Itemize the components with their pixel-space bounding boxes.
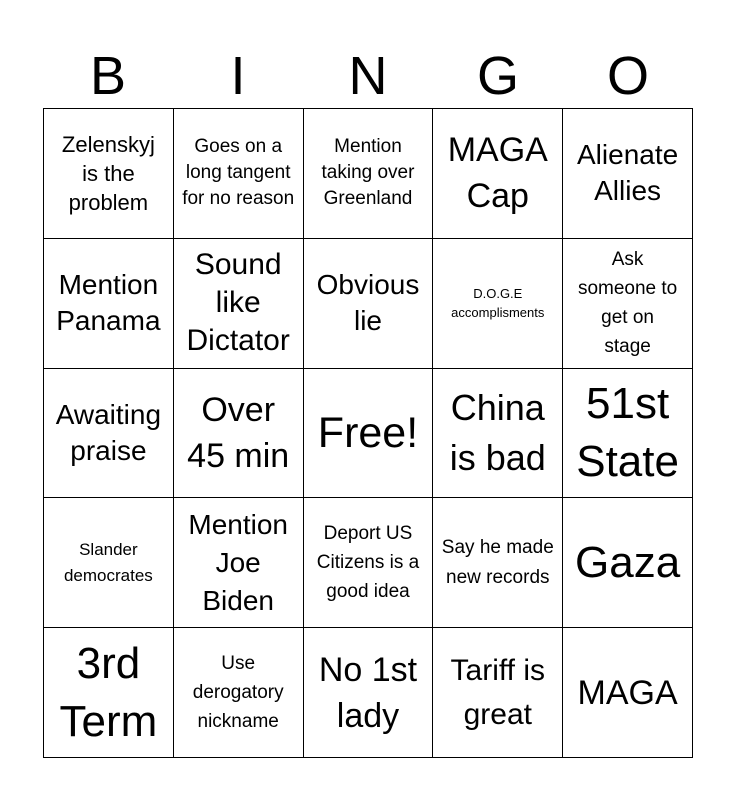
cell-label: Goes on a long tangent for no reason bbox=[182, 136, 295, 210]
cell-label: Mention Panama bbox=[56, 269, 161, 337]
cell-label: Ask someone to get on stage bbox=[577, 249, 678, 358]
cell-label: Slander democrates bbox=[63, 539, 153, 585]
bingo-cell-r2c1[interactable] bbox=[44, 239, 174, 369]
bingo-cell-r2c4[interactable] bbox=[433, 239, 563, 369]
cell-label: Alienate Allies bbox=[577, 139, 679, 207]
cell-label: MAGA Cap bbox=[447, 131, 548, 216]
bingo-cell-r5c3[interactable] bbox=[304, 628, 434, 758]
cell-label: Use derogatory nickname bbox=[192, 653, 284, 733]
bingo-cell-r4c5[interactable] bbox=[563, 498, 693, 628]
bingo-cell-r5c5[interactable] bbox=[563, 628, 693, 758]
cell-label: Free! bbox=[317, 408, 419, 457]
bingo-cell-r4c2[interactable] bbox=[174, 498, 304, 628]
bingo-cell-r5c2[interactable] bbox=[174, 628, 304, 758]
bingo-cell-r4c4[interactable] bbox=[433, 498, 563, 628]
cell-label: Obvious lie bbox=[316, 269, 420, 337]
cell-label: Mention Joe Biden bbox=[188, 508, 288, 616]
cell-label: China is bad bbox=[449, 386, 546, 478]
bingo-cell-r5c4[interactable] bbox=[433, 628, 563, 758]
header-letter-i: I bbox=[230, 46, 246, 106]
cell-label: Deport US Citizens is a good idea bbox=[316, 523, 420, 603]
bingo-cell-r3c5[interactable] bbox=[563, 369, 693, 499]
header-letter-b: B bbox=[89, 46, 127, 106]
header-letter-g: G bbox=[476, 46, 519, 106]
bingo-cell-r1c5[interactable] bbox=[563, 109, 693, 239]
bingo-cell-r3c3[interactable] bbox=[304, 369, 434, 499]
bingo-cell-r3c1[interactable] bbox=[44, 369, 174, 499]
bingo-header bbox=[43, 44, 693, 108]
bingo-cell-r4c1[interactable] bbox=[44, 498, 174, 628]
cell-label: 3rd Term bbox=[59, 638, 158, 746]
bingo-cell-r2c2[interactable] bbox=[174, 239, 304, 369]
bingo-cell-r4c3[interactable] bbox=[304, 498, 434, 628]
cell-label: Tariff is great bbox=[450, 653, 546, 731]
bingo-cell-r1c3[interactable] bbox=[304, 109, 434, 239]
cell-label: D.O.G.E accomplisments bbox=[451, 286, 545, 321]
header-letter-n: N bbox=[348, 46, 388, 106]
cell-label: Sound like Dictator bbox=[186, 248, 290, 358]
cell-label: Awaiting praise bbox=[55, 398, 162, 466]
bingo-cell-r5c1[interactable] bbox=[44, 628, 174, 758]
cell-label: Gaza bbox=[575, 537, 681, 587]
cell-label: 51st State bbox=[576, 378, 679, 486]
bingo-cell-r1c2[interactable] bbox=[174, 109, 304, 239]
bingo-cell-r3c4[interactable] bbox=[433, 369, 563, 499]
cell-label: No 1st lady bbox=[318, 650, 418, 735]
cell-label: Mention taking over Greenland bbox=[321, 136, 415, 210]
bingo-cell-r1c1[interactable] bbox=[44, 109, 174, 239]
cell-label: Over 45 min bbox=[187, 390, 290, 475]
bingo-cell-r1c4[interactable] bbox=[433, 109, 563, 239]
cell-label: MAGA bbox=[577, 673, 678, 712]
bingo-board bbox=[43, 108, 693, 758]
bingo-cell-r2c5[interactable] bbox=[563, 239, 693, 369]
bingo-cell-r2c3[interactable] bbox=[304, 239, 434, 369]
cell-label: Zelenskyj is the problem bbox=[61, 131, 155, 215]
bingo-cell-r3c2[interactable] bbox=[174, 369, 304, 499]
cell-label: Say he made new records bbox=[441, 536, 554, 588]
header-letter-o: O bbox=[606, 46, 649, 106]
